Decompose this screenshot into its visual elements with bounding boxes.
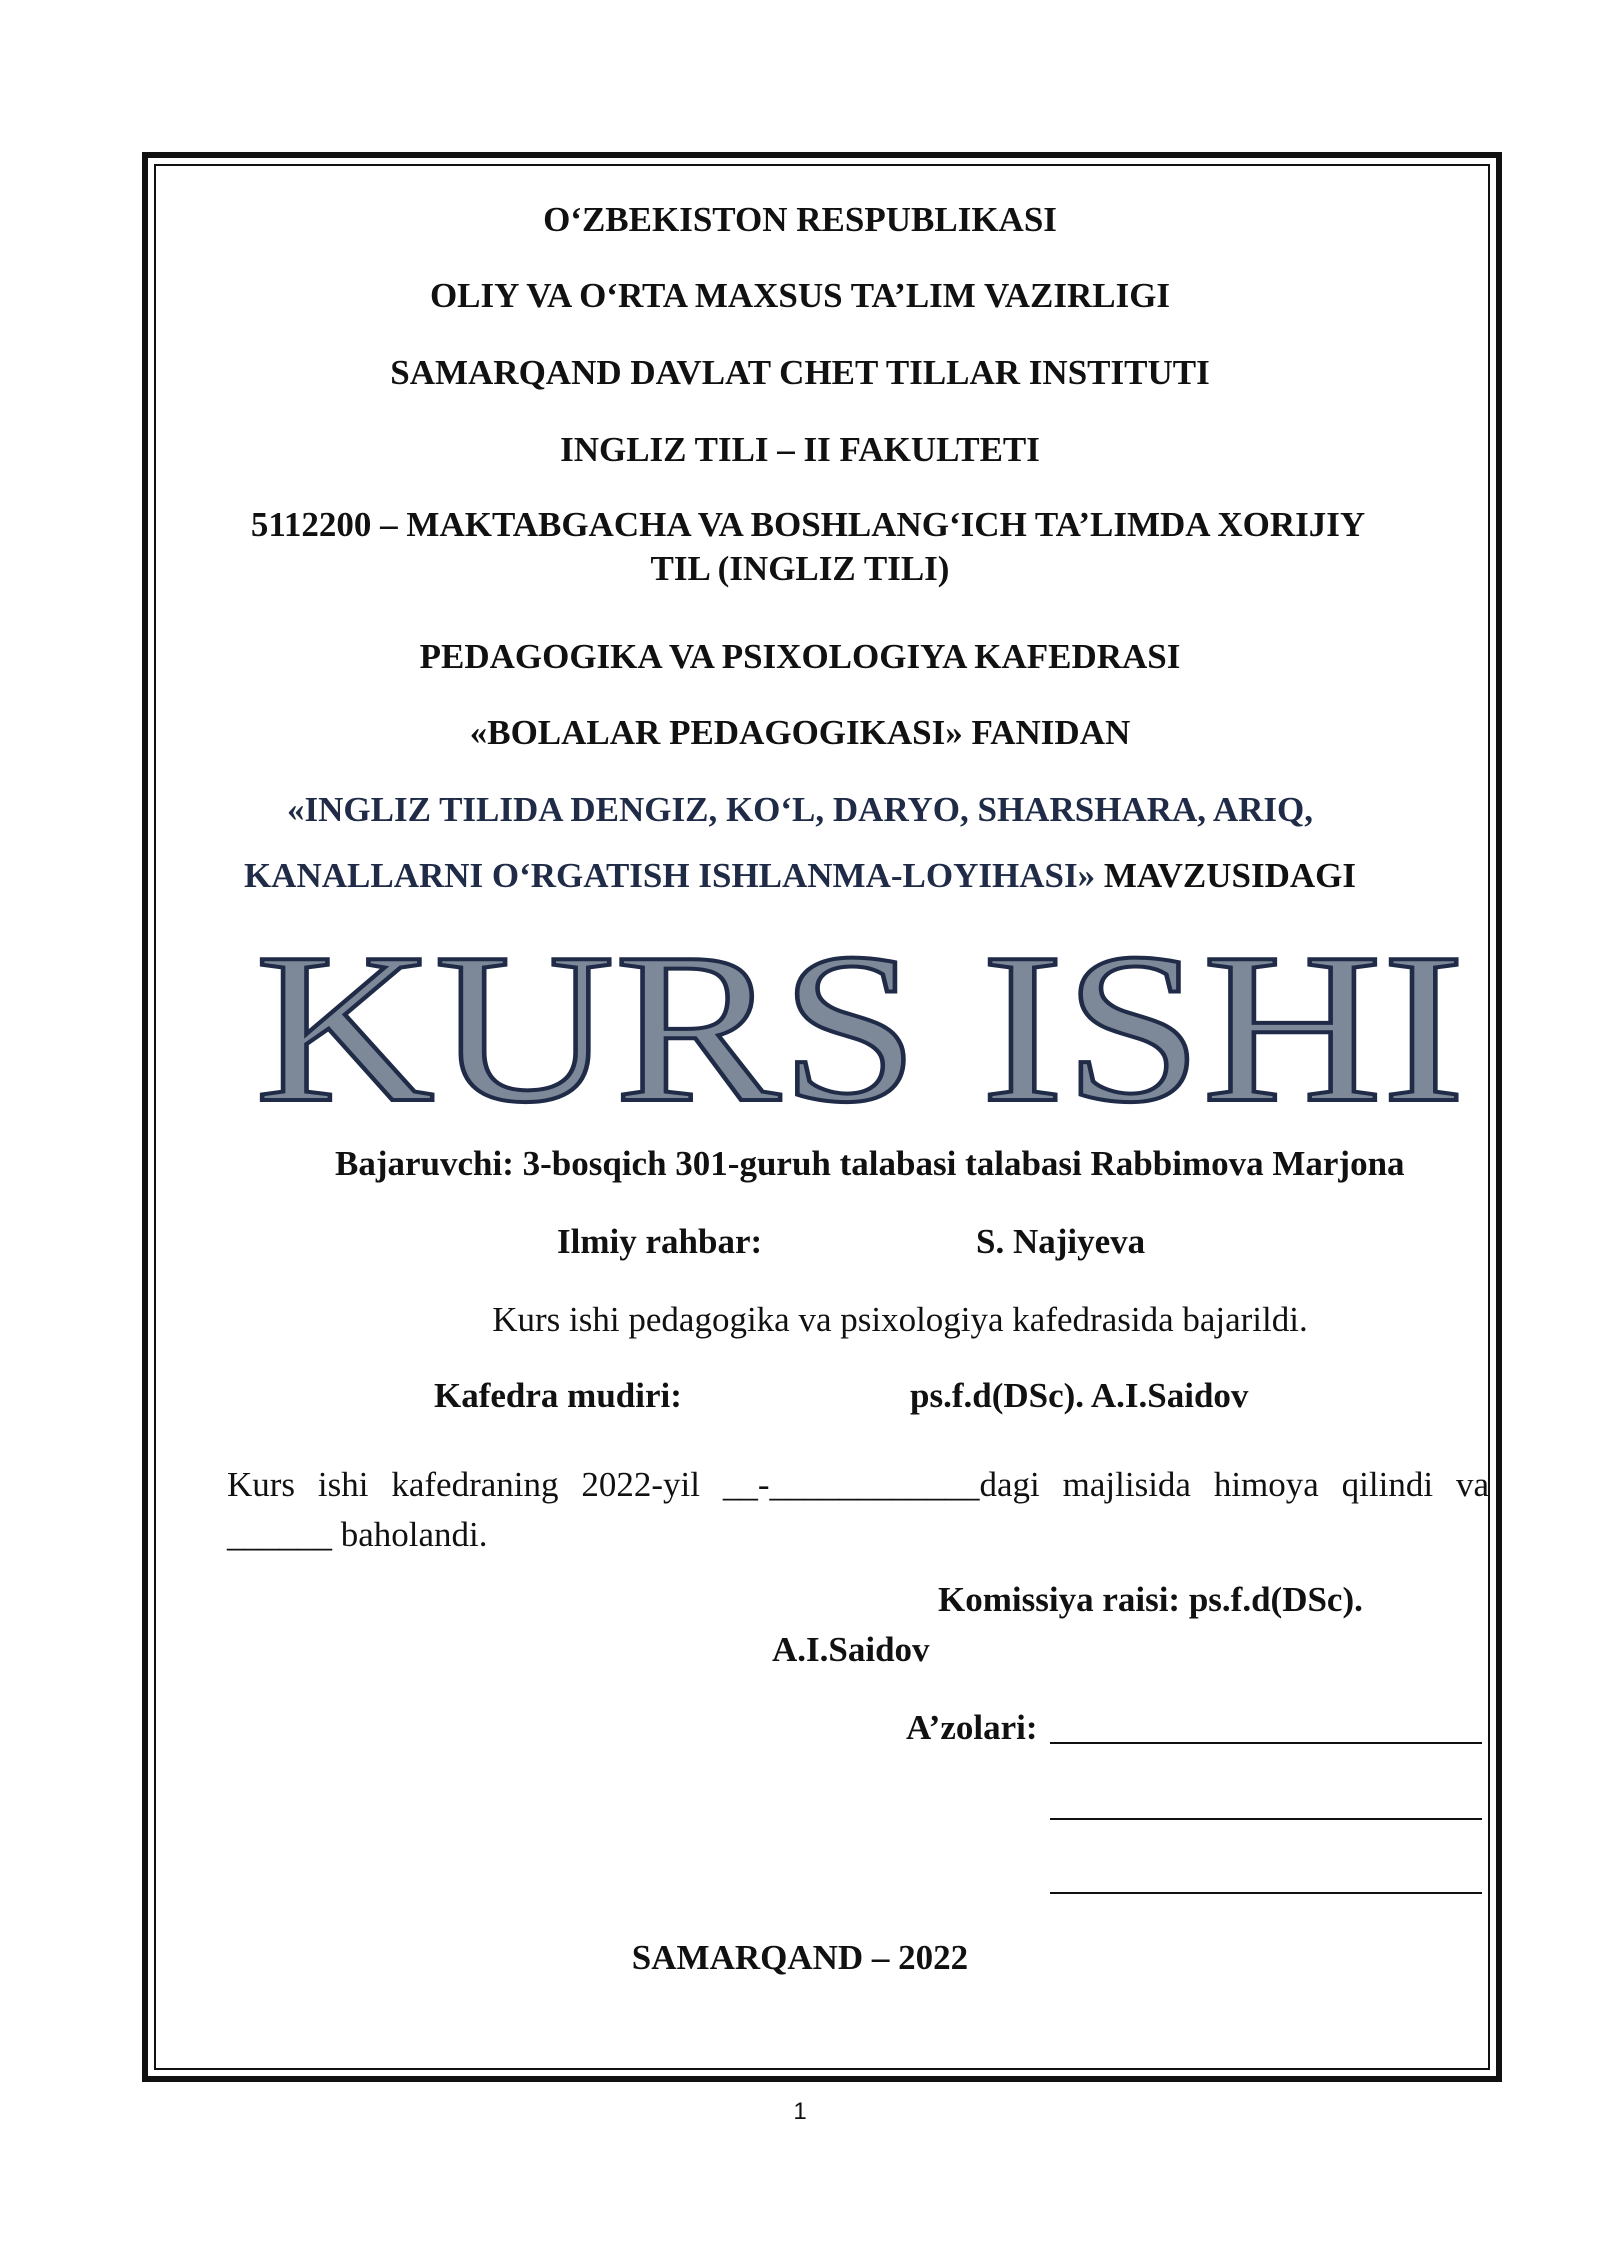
kurs-ishi-title: KURS ISHI — [255, 920, 1465, 1140]
country-heading: O‘ZBEKISTON RESPUBLIKASI — [543, 200, 1057, 239]
member-signature-line-3 — [1050, 1858, 1482, 1905]
head-of-dept-label: Kafedra mudiri: — [434, 1376, 682, 1415]
ministry-heading: OLIY VA O‘RTA MAXSUS TA’LIM VAZIRLIGI — [429, 276, 1171, 315]
specialty-heading-line1: 5112200 – MAKTABGACHA VA BOSHLANG‘ICH TA’LIMDA XORIJIY — [250, 505, 1366, 544]
supervisor-label: Ilmiy rahbar: — [557, 1222, 763, 1261]
subject-heading: «BOLALAR PEDAGOGIKASI» FANIDAN — [469, 713, 1131, 752]
specialty-heading-line2: TIL (INGLIZ TILI) — [650, 549, 950, 588]
defense-paragraph: Kurs ishi kafedraning 2022-yil __-____________dagi majlisida himoya qilindi va ______ baholandi. — [227, 1465, 1489, 1554]
topic-line2-suffix: MAVZUSIDAGI — [1095, 856, 1357, 895]
supervisor-name: S. Najiyeva — [976, 1222, 1146, 1261]
members-label: A’zolari: — [906, 1708, 1038, 1747]
kurs-ishi-title-graphic — [240, 920, 1480, 1140]
member-signature-line-1 — [1050, 1708, 1482, 1755]
topic-line1: «INGLIZ TILIDA DENGIZ, KO‘L, DARYO, SHARSHARA, ARIQ, — [287, 790, 1313, 829]
member-signature-line-2 — [1050, 1784, 1482, 1831]
executor-line: Bajaruvchi: 3-bosqich 301-guruh talabasi talabasi Rabbimova Marjona — [335, 1144, 1405, 1183]
city-year-footer: SAMARQAND – 2022 — [631, 1938, 969, 1977]
institute-heading: SAMARQAND DAVLAT CHET TILLAR INSTITUTI — [390, 353, 1210, 392]
commission-chair-line2: A.I.Saidov — [772, 1630, 930, 1669]
topic-line2-main: KANALLARNI O‘RGATISH ISHLANMA-LOYIHASI» — [243, 856, 1096, 895]
page-number: 1 — [793, 2098, 807, 2125]
faculty-heading: INGLIZ TILI – II FAKULTETI — [560, 430, 1040, 469]
completed-note: Kurs ishi pedagogika va psixologiya kafedrasida bajarildi. — [492, 1300, 1308, 1339]
topic-line2 — [0, 854, 1600, 898]
head-of-dept-name: ps.f.d(DSc). A.I.Saidov — [910, 1376, 1249, 1415]
department-heading: PEDAGOGIKA VA PSIXOLOGIYA KAFEDRASI — [419, 637, 1181, 676]
commission-chair-line1: Komissiya raisi: ps.f.d(DSc). — [938, 1580, 1363, 1619]
